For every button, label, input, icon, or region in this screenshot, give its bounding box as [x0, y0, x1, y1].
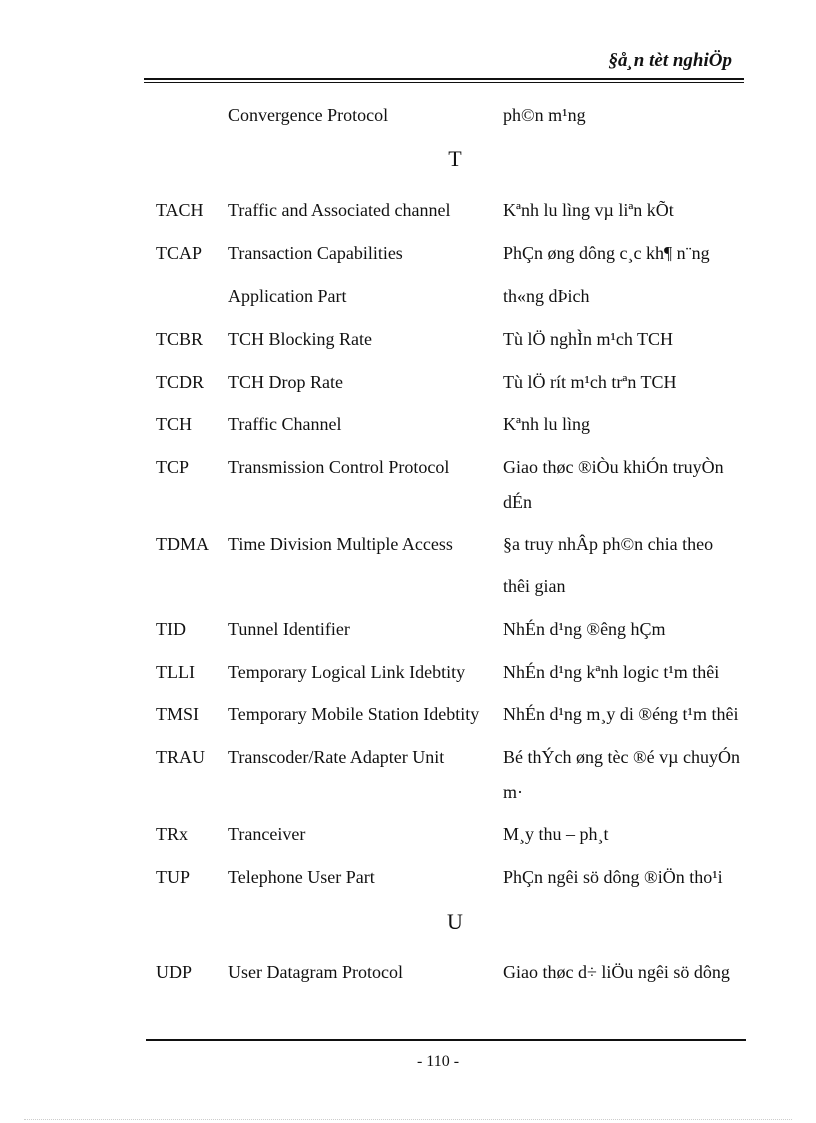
- table-row: [0, 232, 816, 272]
- vietnamese-cell: §a truy nhÂp ph©n chia theo: [503, 534, 714, 554]
- abbr-cell: TCH: [156, 414, 192, 434]
- table-row: [0, 693, 816, 733]
- vietnamese-cell: PhÇn ngêi sö dông ®iÖn tho¹i: [503, 867, 723, 887]
- english-cell: Traffic and Associated channel: [228, 200, 451, 220]
- vietnamese-cell: NhÉn d¹ng ®êng hÇm: [503, 619, 666, 639]
- english-cell: Transaction Capabilities: [228, 243, 403, 263]
- table-row: [0, 951, 816, 991]
- abbr-cell: TUP: [156, 867, 191, 887]
- english-cell: Temporary Logical Link Idebtity: [228, 662, 466, 682]
- vietnamese-cell: Giao thøc ®iÒu khiÓn truyÒn: [503, 457, 724, 477]
- vietnamese-cell: NhÉn d¹ng m¸y di ®éng t¹m thêi: [503, 704, 739, 724]
- english-cell: Application Part: [228, 286, 347, 306]
- abbr-cell: TRx: [156, 824, 189, 844]
- abbr-cell: TCBR: [156, 329, 204, 349]
- english-cell: Transcoder/Rate Adapter Unit: [228, 747, 445, 767]
- table-row: [0, 94, 816, 134]
- abbr-cell: TCAP: [156, 243, 203, 263]
- table-row: [0, 651, 816, 691]
- section-letter: T: [448, 146, 462, 171]
- vietnamese-cell: m·: [503, 782, 523, 802]
- table-row: [0, 446, 816, 486]
- table-row: [0, 189, 816, 229]
- table-row: [0, 608, 816, 648]
- table-row: [0, 523, 816, 563]
- abbr-cell: TID: [156, 619, 186, 639]
- abbr-cell: TLLI: [156, 662, 195, 682]
- vietnamese-cell: Giao thøc d÷ liÖu ngêi sö dông: [503, 962, 730, 982]
- header-title: §å¸n tèt nghiÖp: [608, 50, 732, 71]
- table-row: [0, 403, 816, 443]
- table-row: [0, 813, 816, 853]
- english-cell: TCH Drop Rate: [228, 372, 343, 392]
- vietnamese-cell: thêi gian: [503, 576, 566, 596]
- vietnamese-cell: ph©n m¹ng: [503, 105, 586, 125]
- english-cell: Temporary Mobile Station Idebtity: [228, 704, 480, 724]
- table-row: [0, 361, 816, 401]
- vietnamese-cell: th«ng dÞich: [503, 286, 590, 306]
- header-rule-thin: [144, 82, 744, 83]
- vietnamese-cell: Tù lÖ nghÌn m¹ch TCH: [503, 329, 674, 349]
- vietnamese-cell: M¸y thu – ph¸t: [503, 824, 609, 844]
- vietnamese-cell: NhÉn d¹ng kªnh logic t¹m thêi: [503, 662, 720, 682]
- english-cell: Tunnel Identifier: [228, 619, 350, 639]
- english-cell: Transmission Control Protocol: [228, 457, 450, 477]
- english-cell: Telephone User Part: [228, 867, 375, 887]
- english-cell: Traffic Channel: [228, 414, 342, 434]
- page-number: - 110 -: [416, 1053, 460, 1070]
- table-row: [0, 565, 816, 605]
- table-row: [0, 771, 816, 811]
- table-row: [0, 736, 816, 776]
- abbr-cell: TCDR: [156, 372, 205, 392]
- vietnamese-cell: Kªnh lu lìng: [503, 414, 590, 434]
- english-cell: Tranceiver: [228, 824, 306, 844]
- vietnamese-cell: Tù lÖ rít m¹ch trªn TCH: [503, 372, 677, 392]
- vietnamese-cell: dÉn: [503, 492, 532, 512]
- table-row: [0, 318, 816, 358]
- vietnamese-cell: Bé thÝch øng tèc ®é vµ chuyÓn: [503, 747, 740, 767]
- table-row: [0, 275, 816, 315]
- abbr-cell: TRAU: [156, 747, 205, 767]
- abbr-cell: TCP: [156, 457, 190, 477]
- abbr-cell: TMSI: [156, 704, 200, 724]
- vietnamese-cell: Kªnh lu lìng vµ liªn kÕt: [503, 200, 674, 220]
- abbr-cell: TACH: [156, 200, 204, 220]
- header-rule-thick: [144, 78, 744, 80]
- abbr-cell: UDP: [156, 962, 193, 982]
- english-cell: Convergence Protocol: [228, 105, 389, 125]
- english-cell: TCH Blocking Rate: [228, 329, 372, 349]
- table-row: [0, 481, 816, 521]
- table-row: [0, 856, 816, 896]
- section-letter: U: [447, 909, 463, 934]
- footer-rule: [146, 1039, 746, 1041]
- page-bottom-border: [24, 1119, 792, 1120]
- english-cell: User Datagram Protocol: [228, 962, 403, 982]
- vietnamese-cell: PhÇn øng dông c¸c kh¶ n¨ng: [503, 243, 710, 263]
- abbr-cell: TDMA: [156, 534, 209, 554]
- english-cell: Time Division Multiple Access: [228, 534, 453, 554]
